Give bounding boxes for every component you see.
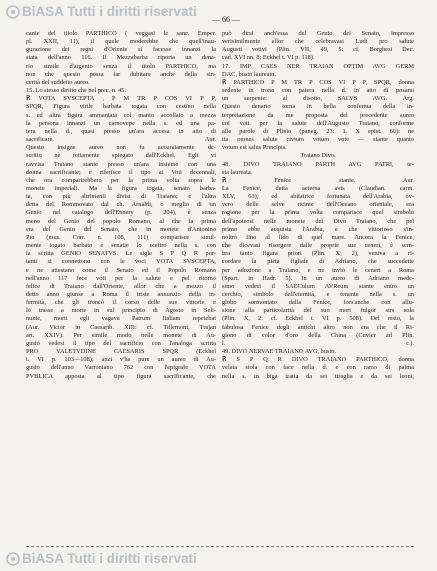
right-column-line: fabulosa Fenice degli antichi altro non era che il Ri- [222, 323, 414, 331]
right-column-line: simo vedesi il SAECulum AVReum stante entro un [222, 282, 414, 290]
left-column-line: lo trasse a morte in sul principio di Agosto in Seli- [26, 307, 216, 315]
right-column-line: cad. XVI nn. 8; Eckhel t. VI p. 118). [222, 54, 315, 62]
right-column-line: alle parole di Plinio (paneg. 23: 1. X epist. 60): ne [222, 127, 414, 135]
left-column-line: ta, con più altrimenti divisi di Traiano; e l'altra [26, 193, 216, 201]
left-column-line: cante del titolo PARTHICO ( veggasi le sane. Emper. [26, 30, 216, 37]
left-column-line: e ne attestano come il Senato ed il Popolo Romano [26, 266, 216, 274]
right-column-line: sione alla particolarità del suo mori fulgor sirs sola [222, 307, 414, 315]
left-column-line: Genio nel catalogo dell'Ennery (p. 204), è senza [26, 209, 216, 217]
left-column-line: PRO VALETVDINE CAESARIS SPQR (Eckhel [26, 348, 216, 356]
left-column-line: gusto vedesi il tipo del sacrificio con l'analoga scritta [26, 339, 216, 347]
left-column-line: rio simile d'argento senza il titolo PARTHICO, ma [26, 62, 216, 70]
left-column-line: gusto dell'anno Varroniano 762 con l'epigrafe VOTA [26, 364, 216, 372]
watermark-top [6, 4, 197, 19]
left-column-line: scritto nè rettamente spiegato dall'Eckhel. Egli vi [26, 152, 216, 160]
right-column-line: (Spart. in Hadr. 5). In un aureo di Adriano mede- [222, 274, 414, 282]
right-column-line: l. c.). [222, 339, 414, 347]
left-column-line: fermità, che gli troncò il corso delle sue vittorie e [26, 299, 216, 307]
right-column-line: terpretazione da me proposta del precedente aureo [222, 111, 414, 119]
right-column-line: La Fenice, detta aeterna avis (Claudian. carm. [222, 184, 414, 192]
left-column-line: tera nella d., quasi presso un'ara accesa in atto di [26, 127, 216, 135]
left-column-line: mente togato barbato e senatie lo scettro nella s. con [26, 242, 216, 250]
right-column-line: Augusti votivi (Plin. VII, 49, 5: cf. Borghesi Dec. [222, 46, 414, 54]
left-column-line: s. ed altra figura ammantata col manto accollato a mezza [26, 111, 216, 119]
right-column-line: cerchio, simbolo dell'eternità, e tenente nella s. un [222, 291, 414, 298]
right-column-line: (Plin. X, 2: cf. Eckhel t. VI p. 508). Del resto, la [222, 315, 414, 323]
right-column-line: ℟ PARTHICO P M TR P COS VI P P, SPQR, donna [222, 78, 414, 86]
left-column-line: nunte, morti egli vagava Patrum Italiam repetebat [26, 315, 216, 323]
left-column-line: SPQR, Figura virile barbata togata con cestino nella [26, 103, 216, 111]
right-column-line: dell'apoteosi nelle monete del Divo Traiano, che pel [222, 217, 414, 225]
right-column-line: per adozione a Traiano, e ne inviò le ceneri a Roma [222, 266, 414, 274]
left-column-line: cerità del suddetto aureo. [26, 78, 90, 86]
left-column-line: la scritta GENIO SENATVS. Le sigle S P Q R por- [26, 250, 216, 258]
right-column-line: XLV, 63), ed abitatrice fortunata dell'Arabia, ov- [222, 193, 414, 201]
right-column-line: 48. DIVO TRAIANO PARTH AVG PATRI, te- [222, 160, 414, 168]
right-column-line: globo sormontato dalla Fenice, fors'anche con allu- [222, 299, 414, 307]
biasa-logo-icon [6, 5, 20, 19]
right-column-line: 17. IMP CAES NER TRAIAN OPTIM AVG GERM [222, 62, 414, 70]
left-column-line: 15. Lo stesso diritto che nel prec. n. 45. [26, 87, 127, 95]
left-column-line: t. VI p. 103—108); anzi v'ha pure un aureo di Au- [26, 356, 216, 364]
left-column-line: monete imperiali. Ma la figura togata, senato barba- [26, 184, 216, 192]
left-column-line: Questo insigne aureo non fu accuratamente de- [26, 144, 216, 152]
right-column-line: ℟ S P Q R DIVO TRAIANO PARTHICO, donna [222, 356, 414, 364]
right-column-line: velata stola con face nella d. e con ramo di palma [222, 364, 414, 372]
left-column [26, 30, 216, 381]
left-column-line: tanti si connettono con le voci VOTA SVSCEPTA, [26, 258, 216, 266]
left-column-line: sacrificare. Aur. [26, 136, 216, 144]
right-column-line: Traiano Divo. [300, 152, 336, 160]
left-column-line: detto anno giunse a Roma il triste annunzio della in- [26, 291, 216, 298]
left-column-line: la persona innanzi un carnovepe nella s. ed una pa- [26, 119, 216, 127]
right-column-line: vero delle selve ricinte dell'Oceano orientale, era [222, 201, 414, 209]
right-column-line: sta laureata. [222, 168, 253, 176]
left-column-line: ℟ VOTA SVSCEPTA , P M TR P COS VI P P, [26, 95, 216, 103]
left-column-line: PVBLICA apposta al tipo figura sacrificante, che [26, 372, 216, 380]
left-column-line: gurazione dei regni d'Oriente si facesse innanzi la [26, 46, 216, 54]
right-column-line: Questo denario torna in bella conferma della in- [222, 103, 414, 111]
left-column-line: Pio (mus. Corr. n. 108, 111) comparisce simil- [26, 233, 216, 241]
right-column-line: un serpente: al disotto, SALVS AVG. Arg. [222, 95, 414, 103]
right-column-line: verisimilmente allor che celebravasi Ludi pro salute [222, 38, 414, 46]
right-column-line: cordare la pietà figliale di Adriano, che succedette [222, 258, 414, 266]
right-column-line: che dicevasi risorgere dalle proprie sue ceneri, è sem- [222, 242, 414, 250]
right-column-line: ragione per la prima volta comparisce quel simbolo [222, 209, 414, 217]
right-column-line: coi voti per la salute dell'Augusto Traiano, conforme [222, 119, 414, 127]
right-column-line: sedente in trono con patera nella d. in atto di posarsi [222, 87, 414, 95]
right-column-line: primo ebbe acquista l'Arabia, e che vittorioso s'in- [222, 225, 414, 233]
right-column-line: noltrò fino al lido di quel mare. Ancora la Fenice, [222, 233, 414, 241]
right-column [222, 30, 414, 381]
right-column-line: nella s. in biga tratta da sei tiraglia e da sei leoni, [222, 372, 414, 380]
right-column-line: può dirsi anch'essa del Genio del Senato, impresso [222, 30, 414, 37]
left-column-line: art. XXIV). Per simile modo nelle monete di Au- [26, 331, 216, 339]
right-column-line: bra tanto figura priori (Plin. X, 2), veniva a ri- [222, 250, 414, 258]
right-column-line: DAC, busto laureato. [222, 70, 276, 78]
left-column-line: (Aur. Victor in Caesarib. XIII: cf. Tillemont, Trajan [26, 323, 216, 331]
left-column-line: detta del Rommovato dal ch. Arnaldi, o meglio di un [26, 201, 216, 209]
right-column-line: 49. DIVO NERVAE TRAIANO AVG, busto. [222, 348, 337, 356]
right-column-line: ℟ Fenice stante. Aur. [222, 176, 414, 184]
biasa-logo-icon [6, 552, 20, 566]
right-column-line: giono di color d'oro della China (Cuvier ad Plin. [222, 331, 414, 339]
left-column-line: era del Genio del Senato, che in monete d'Antonino [26, 225, 216, 233]
left-column-line: donna sacrificante; e riferisce il tipo ai Voti decennali, [26, 168, 216, 176]
watermark-bottom-text: BiASA Tutti i diritti riservati [22, 551, 197, 566]
left-column-line: stata dell'anno 116. Il Mezzabarba riporta un dena- [26, 54, 216, 62]
left-column-line: ravvisa Traiano stante presso un'ara insieme con una [26, 160, 216, 168]
watermark-top-text: BiASA Tutti i diritti riservati [22, 4, 197, 19]
left-column-line: pl. XXII, 11), il quale moderebbe che quell'inau- [26, 38, 216, 46]
left-column-line: nell'anno 117 fece voti per la salute e pel ritorno [26, 274, 216, 282]
footer-divider [26, 546, 414, 547]
right-column-line: ita omnes salute civium votum vote — stante quanto [222, 136, 414, 144]
watermark-bottom [6, 551, 197, 566]
right-column-line: votum est salus Principis. [222, 144, 287, 152]
left-column-line: meno del Genio del popolo Romano, al che la prima [26, 217, 216, 225]
left-column-line: che ora comparirebbero per la prima volta sopra le [26, 176, 216, 184]
left-column-line: non che questo possa far dubitare anche della sin- [26, 70, 216, 78]
left-column-line: felice di Traiano dall'Oriente, allor che a mezzo il [26, 282, 216, 290]
page-number: — 66 — [212, 15, 240, 24]
